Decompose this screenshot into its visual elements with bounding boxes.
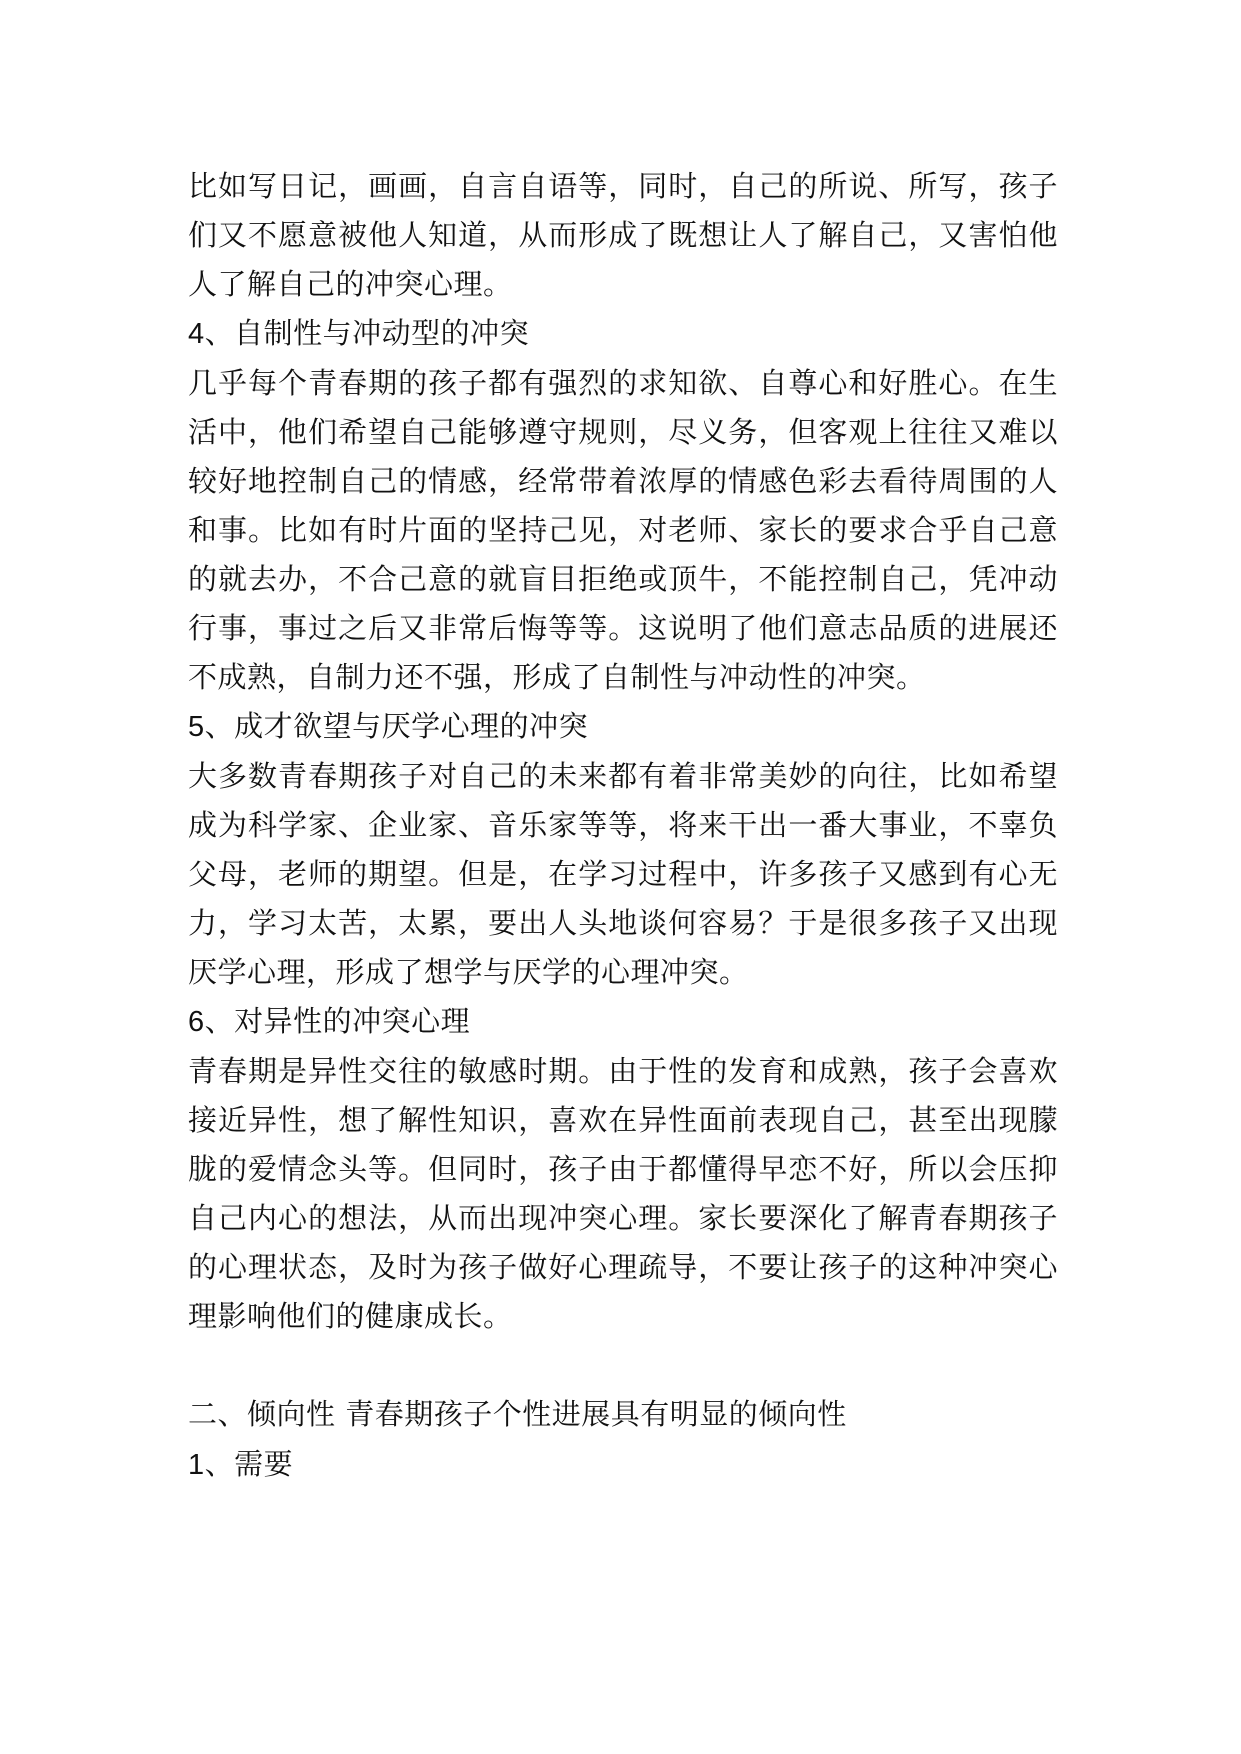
heading-text: 二、倾向性 青春期孩子个性进展具有明显的倾向性 [188, 1397, 847, 1431]
heading-text: 、自制性与冲动型的冲突 [204, 316, 530, 350]
heading-text: 、需要 [204, 1447, 294, 1481]
heading-ambition-study-aversion [188, 702, 1058, 752]
heading-needs [188, 1440, 1058, 1490]
document-body [188, 162, 1058, 1490]
section-heading-tendency [188, 1390, 1058, 1440]
heading-opposite-sex-conflict [188, 997, 1058, 1047]
paragraph-diary-conflict: 比如写日记，画画，自言自语等，同时，自己的所说、所写，孩子们又不愿意被他人知道，从而形成了既想让人了解自己，又害怕他人了解自己的冲突心理。 [188, 169, 1058, 301]
paragraph-ambition-study-aversion: 大多数青春期孩子对自己的未来都有着非常美妙的向往，比如希望成为科学家、企业家、音乐家等等，将来干出一番大事业，不辜负父母，老师的期望。但是，在学习过程中，许多孩子又感到有心无力，学习太苦，太累，要出人头地谈何容易？于是很多孩子又出现厌学心理，形成了想学与厌学的心理冲突。 [188, 759, 1058, 989]
heading-number: 1 [188, 1449, 205, 1481]
heading-self-control-impulse [188, 309, 1058, 359]
paragraph-self-control-impulse: 几乎每个青春期的孩子都有强烈的求知欲、自尊心和好胜心。在生活中，他们希望自己能够遵守规则，尽义务，但客观上往往又难以较好地控制自己的情感，经常带着浓厚的情感色彩去看待周围的人和事。比如有时片面的坚持己见，对老师、家长的要求合乎自己意的就去办，不合己意的就盲目拒绝或顶牛，不能控制自己，凭冲动行事，事过之后又非常后悔等等。这说明了他们意志品质的进展还不成熟，自制力还不强，形成了自制性与冲动性的冲突。 [188, 366, 1058, 694]
blank-line [188, 1341, 1058, 1390]
heading-number: 6 [188, 1006, 205, 1038]
heading-text: 、对异性的冲突心理 [204, 1004, 471, 1038]
paragraph-opposite-sex-conflict: 青春期是异性交往的敏感时期。由于性的发育和成熟，孩子会喜欢接近异性，想了解性知识，喜欢在异性面前表现自己，甚至出现朦胧的爱情念头等。但同时，孩子由于都懂得早恋不好，所以会压抑自己内心的想法，从而出现冲突心理。家长要深化了解青春期孩子的心理状态，及时为孩子做好心理疏导，不要让孩子的这种冲突心理影响他们的健康成长。 [188, 1054, 1058, 1333]
heading-text: 、成才欲望与厌学心理的冲突 [204, 709, 589, 743]
heading-number: 4 [188, 318, 205, 350]
heading-number: 5 [188, 711, 205, 743]
